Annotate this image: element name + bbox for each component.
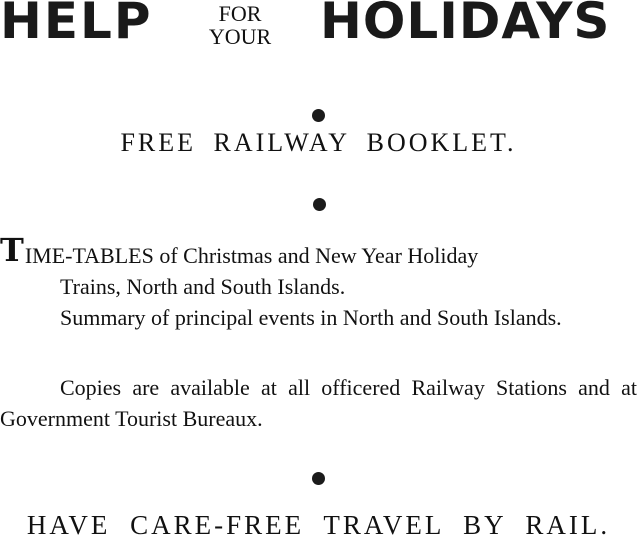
headline-your: YOUR — [208, 24, 272, 49]
copies-paragraph: Copies are available at all officered Railway Stations and at Government Tourist Bureaux. — [0, 375, 637, 431]
bullet-dot-icon — [312, 472, 325, 485]
headline-for-your — [190, 2, 290, 48]
timetables-line-1: IME-TABLES of Christmas and New Year Holiday — [24, 243, 479, 268]
headline-for: FOR — [218, 1, 262, 26]
bullet-dot-icon — [313, 198, 326, 211]
drop-cap: T — [0, 231, 24, 269]
timetables-paragraph — [0, 231, 637, 302]
timetables-line-2: Trains, North and South Islands. — [60, 274, 346, 299]
headline-holidays: HOLIDAYS — [320, 0, 611, 50]
booklet-title: FREE RAILWAY BOOKLET. — [120, 128, 517, 157]
headline — [0, 0, 637, 50]
footer-slogan: HAVE CARE-FREE TRAVEL BY RAIL. — [26, 510, 611, 540]
headline-help: HELP — [0, 0, 153, 50]
bullet-dot-icon — [312, 109, 325, 122]
summary-paragraph: Summary of principal events in North and South Islands. — [60, 305, 562, 330]
